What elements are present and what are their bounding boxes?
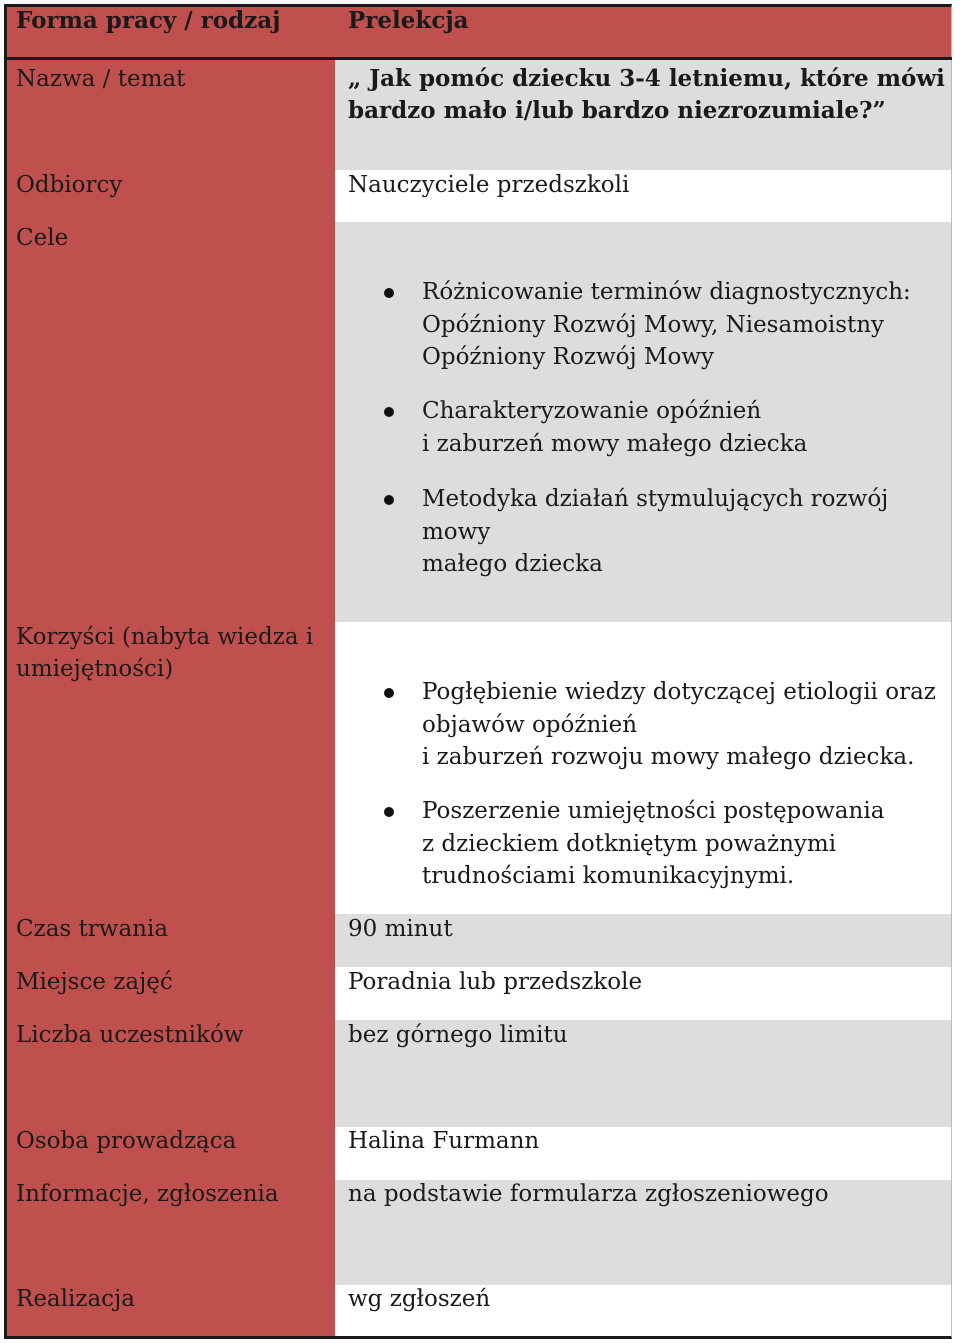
informacje-value: na podstawie formularza zgłoszeniowego [348,1181,829,1207]
header-divider [4,57,952,60]
miejsce-value: Poradnia lub przedszkole [348,969,643,995]
osoba-label: Osoba prowadząca [16,1128,237,1154]
liczba-value: bez górnego limitu [348,1022,568,1048]
liczba-label: Liczba uczestników [16,1022,244,1048]
korzysci-label-line1: Korzyści (nabyta wiedza i [16,624,314,650]
header-value: Prelekcja [348,7,469,34]
cele-label: Cele [16,225,69,251]
cele-bullet-3 [384,495,394,505]
cele-item-2: Charakteryzowanie opóźnień i zaburzeń mowy małego dziecka [422,398,808,457]
czas-value: 90 minut [348,916,453,942]
realizacja-label: Realizacja [16,1286,135,1312]
korzysci-item-1: Pogłębienie wiedzy dotyczącej etiologii oraz objawów opóźnień i zaburzeń rozwoju mowy małego dziecka. [422,679,936,770]
cele-item-3: Metodyka działań stymulujących rozwój mowy małego dziecka [422,486,889,577]
korzysci-item-2: Poszerzenie umiejętności postępowania z dzieckiem dotkniętym poważnymi trudnościami komunikacyjnymi. [422,798,885,889]
odbiorcy-label: Odbiorcy [16,172,123,198]
czas-label: Czas trwania [16,916,169,942]
nazwa-label: Nazwa / temat [16,66,186,92]
informacje-label: Informacje, zgłoszenia [16,1181,279,1207]
realizacja-value: wg zgłoszeń [348,1286,491,1312]
miejsce-label: Miejsce zajęć [16,969,173,995]
korzysci-bullet-1 [384,688,394,698]
osoba-value: Halina Furmann [348,1128,540,1154]
header-label: Forma pracy / rodzaj [16,7,281,34]
korzysci-bullet-2 [384,807,394,817]
korzysci-label-line2: umiejętności) [16,656,174,682]
cele-item-1: Różnicowanie terminów diagnostycznych: Opóźniony Rozwój Mowy, Niesamoistny Opóźniony Rozwój Mowy [422,279,911,370]
cele-bullet-1 [384,288,394,298]
odbiorcy-value: Nauczyciele przedszkoli [348,172,630,198]
nazwa-value-line1: „ Jak pomóc dziecku 3-4 letniemu, które mówi [348,65,945,92]
nazwa-value-line2: bardzo mało i/lub bardzo niezrozumiale?” [348,97,886,124]
cele-bullet-2 [384,407,394,417]
